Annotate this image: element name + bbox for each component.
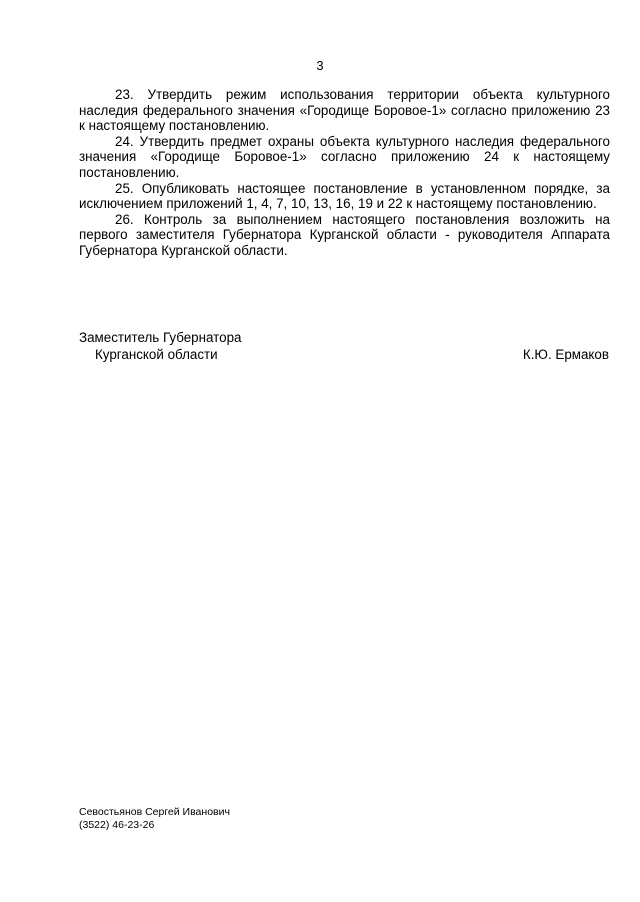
signatory-name: К.Ю. Ермаков bbox=[522, 347, 609, 362]
paragraph-26: 26. Контроль за выполнением настоящего постановления возложить на первого заместителя Губернатора Курганской области - руководителя Аппарата Губернатора Курганской области. bbox=[79, 211, 610, 258]
paragraph-23: 23. Утвердить режим использования территории объекта культурного наследия федерального значения «Городище Боровое-1» согласно приложению 23 к настоящему постановлению. bbox=[79, 87, 610, 134]
contact-name: Севостьянов Сергей Иванович bbox=[79, 806, 230, 818]
document-body bbox=[79, 87, 610, 259]
footer-contact bbox=[79, 806, 230, 832]
paragraph-24: 24. Утвердить предмет охраны объекта культурного наследия федерального значения «Городище Боровое-1» согласно приложению 24 к настоящему постановлению. bbox=[79, 133, 610, 180]
paragraph-25: 25. Опубликовать настоящее постановление в установленном порядке, за исключением приложений 1, 4, 7, 10, 13, 16, 19 и 22 к настоящему постановлению. bbox=[79, 180, 610, 212]
page-number: 3 bbox=[316, 58, 324, 73]
contact-phone: (3522) 46-23-26 bbox=[79, 819, 155, 831]
signatory-title-line2: Курганской области bbox=[95, 347, 218, 362]
signatory-title-line1: Заместитель Губернатора bbox=[79, 330, 242, 345]
